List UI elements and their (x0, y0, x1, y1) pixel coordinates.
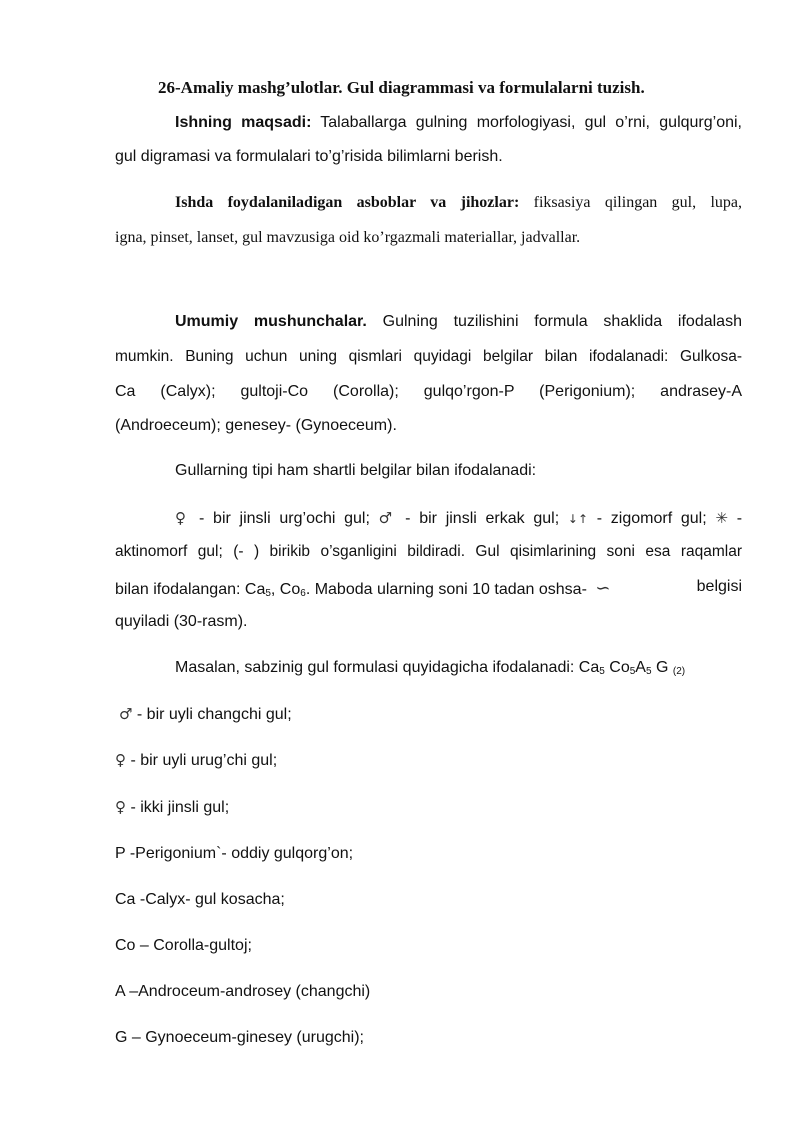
tipi-line: Gullarning tipi ham shartli belgilar bilan ifodalanadi: (175, 462, 537, 479)
umumiy-line-1 (115, 313, 742, 331)
belgi-zygo-text: - zigomorf gul; (596, 510, 707, 527)
def-calyx: Ca -Calyx- gul kosacha; (115, 891, 285, 908)
male-symbol-icon: ♂ (378, 509, 397, 527)
belgilar-3b: , Co (270, 581, 301, 598)
umumiy-line-4: (Androeceum); genesey- (Gynoeceum). (115, 417, 397, 434)
sub-co: 6 (300, 588, 306, 599)
def-female-text: - bir uyli urug’chi gul; (130, 752, 278, 769)
def-perigonium: P -Perigonium`- oddiy gulqorg’on; (115, 845, 354, 862)
def-female (115, 751, 742, 770)
male-symbol-icon: ♂ (119, 705, 133, 723)
umumiy-text-1: Gulning tuzilishini formula shaklida ifodalash (382, 313, 742, 330)
def-androeceum: A –Androceum-androsey (changchi) (115, 983, 371, 1000)
masalan-sub-4: (2) (672, 666, 686, 677)
belgilar-line-1 (115, 509, 742, 528)
page-title: 26-Amaliy mashg’ulotlar. Gul diagrammasi va formulalarni tuzish. (158, 78, 645, 97)
asboblar-label: Ishda foydalaniladigan asboblar va jihozlar: (175, 194, 520, 211)
female-symbol-icon: ♀ (115, 798, 126, 816)
many-symbol-icon: ∽ (595, 578, 611, 599)
def-gynoeceum: G – Gynoeceum-ginesey (urugchi); (115, 1029, 364, 1046)
umumiy-line-3: Ca (Calyx); gultoji-Co (Corolla); gulqo’rgon-P (Perigonium); andrasey-A (115, 383, 742, 400)
belgi-actino-text: - (736, 510, 743, 527)
masalan-co: Co (604, 659, 630, 676)
zygomorphic-symbol-icon: ↓↑ (567, 512, 589, 526)
masalan-sub-2: 5 (629, 666, 636, 677)
asboblar-line-2: igna, pinset, lanset, gul mavzusiga oid ko’rgazmali materiallar, jadvallar. (115, 229, 581, 246)
belgilar-line-3 (115, 578, 742, 599)
masalan-line (115, 659, 742, 677)
belgi-male-text: - bir jinsli erkak gul; (405, 510, 560, 527)
asboblar-line-1 (115, 194, 742, 212)
umumiy-line-2: mumkin. Buning uchun uning qismlari quyidagi belgilar bilan ifodalanadi: Gulkosa- (115, 348, 742, 365)
maqsad-line-2: gul digramasi va formulalari to’g’risida bilimlarni berish. (115, 148, 503, 165)
belgilar-line-4: quyiladi (30-rasm). (115, 613, 248, 630)
maqsad-line-1 (115, 114, 742, 132)
female-symbol-icon: ♀ (175, 509, 191, 527)
masalan-sub-3: 5 (645, 666, 652, 677)
masalan-text: Masalan, sabzinig gul formulasi quyidagicha ifodalanadi: Ca (175, 659, 600, 676)
masalan-sub-1: 5 (599, 666, 605, 677)
umumiy-label: Umumiy mushunchalar. (175, 313, 367, 330)
belgilar-3a: bilan ifodalangan: Ca (115, 581, 266, 598)
maqsad-text-1: Talaballarga gulning morfologiyasi, gul o’rni, gulqurg’oni, (320, 114, 742, 131)
masalan-a: A (635, 659, 646, 676)
def-male-text: - bir uyli changchi gul; (136, 706, 292, 723)
def-bisexual (115, 798, 742, 817)
masalan-g: G (651, 659, 673, 676)
sub-ca: 5 (265, 588, 271, 599)
def-corolla: Co – Corolla-gultoj; (115, 937, 252, 954)
belgilar-3c: . Maboda ularning soni 10 tadan oshsa- (305, 581, 587, 598)
female-symbol-icon: ♀ (115, 751, 126, 769)
belgilar-3d: belgisi (696, 578, 742, 595)
maqsad-label: Ishning maqsadi: (175, 114, 312, 131)
actinomorphic-symbol-icon: ✳ (715, 509, 728, 527)
def-bisexual-text: - ikki jinsli gul; (130, 799, 230, 816)
asboblar-text-1: fiksasiya qilingan gul, lupa, (533, 194, 742, 211)
belgilar-line-2: aktinomorf gul; (- ) birikib o’sganligini bildiradi. Gul qisimlarining soni esa raqamlar (115, 543, 742, 560)
belgi-female-text: - bir jinsli urg’ochi gul; (199, 510, 370, 527)
def-male (115, 705, 742, 724)
